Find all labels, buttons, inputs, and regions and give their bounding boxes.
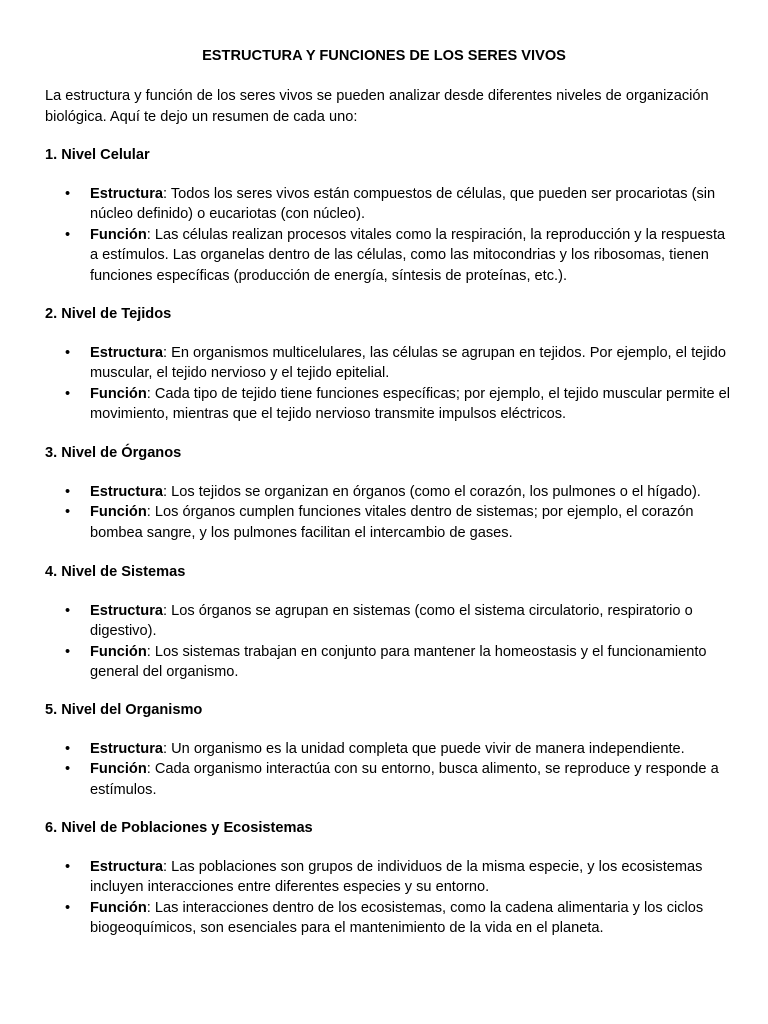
item-key: Estructura [90, 344, 163, 361]
document-title: ESTRUCTURA Y FUNCIONES DE LOS SERES VIVOS [202, 48, 566, 64]
section-nivel-celular [45, 145, 735, 286]
bullet-icon: • [65, 643, 71, 660]
section-nivel-tejidos [45, 304, 735, 425]
item-key: Función [90, 226, 147, 243]
bullet-list [45, 601, 735, 683]
bullet-icon: • [65, 899, 71, 916]
item-text: Los sistemas trabajan en conjunto para mantener la homeostasis y el funcionamiento general del organismo. [90, 643, 707, 680]
item-text: Las células realizan procesos vitales como la respiración, la reproducción y la respuesta a estímulos. Las organelas dentro de las células, como las mitocondrias y los ribosomas, tienen funciones específicas (producción de energía, síntesis de proteínas, etc.). [90, 226, 726, 284]
key-separator: : [146, 643, 151, 660]
bullet-icon: • [65, 858, 71, 875]
section-nivel-poblaciones-ecosistemas [45, 818, 735, 939]
item-text: Cada tipo de tejido tiene funciones específicas; por ejemplo, el tejido muscular permite el movimiento, mientras que el tejido nervioso transmite impulsos eléctricos. [90, 385, 731, 422]
item-text: Las interacciones dentro de los ecosistemas, como la cadena alimentaria y los ciclos biogeoquímicos, son esenciales para el mantenimiento de la vida en el planeta. [90, 899, 704, 936]
list-item [45, 384, 735, 425]
section-nivel-organismo [45, 700, 735, 800]
list-item [45, 225, 735, 287]
section-nivel-sistemas [45, 562, 735, 683]
bullet-list [45, 857, 735, 939]
item-key: Función [90, 504, 147, 520]
item-key: Estructura [90, 185, 163, 202]
key-separator: : [146, 899, 151, 916]
section-heading: 2. Nivel de Tejidos [45, 306, 172, 322]
bullet-icon: • [65, 226, 71, 243]
list-item [45, 739, 735, 760]
section-heading: 4. Nivel de Sistemas [45, 564, 186, 580]
bullet-icon: • [65, 344, 71, 361]
item-text: Todos los seres vivos están compuestos de células, que pueden ser procariotas (sin núcleo definido) o eucariotas (con núcleo). [90, 185, 716, 222]
item-text: Los órganos se agrupan en sistemas (como el sistema circulatorio, respiratorio o digestivo). [90, 602, 693, 639]
section-heading: 6. Nivel de Poblaciones y Ecosistemas [45, 820, 313, 836]
bullet-icon: • [65, 185, 71, 202]
key-separator: : [146, 226, 151, 243]
list-item [45, 482, 735, 503]
intro-paragraph: La estructura y función de los seres vivos se pueden analizar desde diferentes niveles de organización biológica. Aquí te dejo un resumen de cada uno: [45, 88, 709, 125]
list-item [45, 184, 735, 225]
bullet-list [45, 343, 735, 425]
section-heading: 5. Nivel del Organismo [45, 702, 203, 718]
bullet-icon: • [65, 602, 71, 619]
list-item [45, 759, 735, 800]
item-text: Los órganos cumplen funciones vitales dentro de sistemas; por ejemplo, el corazón bombea sangre, y los pulmones facilitan el intercambio de gases. [90, 504, 694, 541]
item-key: Función [90, 643, 147, 660]
section-nivel-organos [45, 443, 735, 543]
key-separator: : [146, 761, 151, 777]
item-text: Las poblaciones son grupos de individuos de la misma especie, y los ecosistemas incluyen interacciones entre diferentes especies y su entorno. [90, 858, 703, 895]
key-separator: : [163, 185, 168, 202]
key-separator: : [163, 483, 168, 500]
section-heading: 3. Nivel de Órganos [45, 445, 182, 461]
bullet-icon: • [65, 483, 71, 500]
key-separator: : [163, 740, 168, 757]
item-text: Cada organismo interactúa con su entorno, busca alimento, se reproduce y responde a estímulos. [90, 761, 719, 798]
bullet-list [45, 184, 735, 287]
list-item [45, 502, 735, 543]
list-item [45, 343, 735, 384]
key-separator: : [163, 858, 168, 875]
bullet-icon: • [65, 761, 71, 777]
item-key: Función [90, 899, 147, 916]
bullet-list [45, 482, 735, 544]
key-separator: : [146, 385, 151, 402]
item-key: Estructura [90, 858, 163, 875]
item-text: Los tejidos se organizan en órganos (como el corazón, los pulmones o el hígado). [167, 483, 701, 500]
list-item [45, 601, 735, 642]
item-key: Estructura [90, 483, 163, 500]
list-item [45, 898, 735, 939]
key-separator: : [163, 344, 168, 361]
item-text: En organismos multicelulares, las células se agrupan en tejidos. Por ejemplo, el tejido muscular, el tejido nervioso y el tejido epitelial. [90, 344, 726, 381]
bullet-icon: • [65, 740, 71, 757]
item-text: Un organismo es la unidad completa que puede vivir de manera independiente. [167, 740, 685, 757]
bullet-icon: • [65, 504, 71, 520]
list-item [45, 857, 735, 898]
item-key: Función [90, 385, 147, 402]
bullet-list [45, 739, 735, 801]
item-key: Función [90, 761, 147, 777]
bullet-icon: • [65, 385, 71, 402]
key-separator: : [163, 602, 168, 619]
key-separator: : [146, 504, 151, 520]
item-key: Estructura [90, 740, 163, 757]
list-item [45, 642, 735, 683]
section-heading: 1. Nivel Celular [45, 147, 150, 163]
item-key: Estructura [90, 602, 163, 619]
